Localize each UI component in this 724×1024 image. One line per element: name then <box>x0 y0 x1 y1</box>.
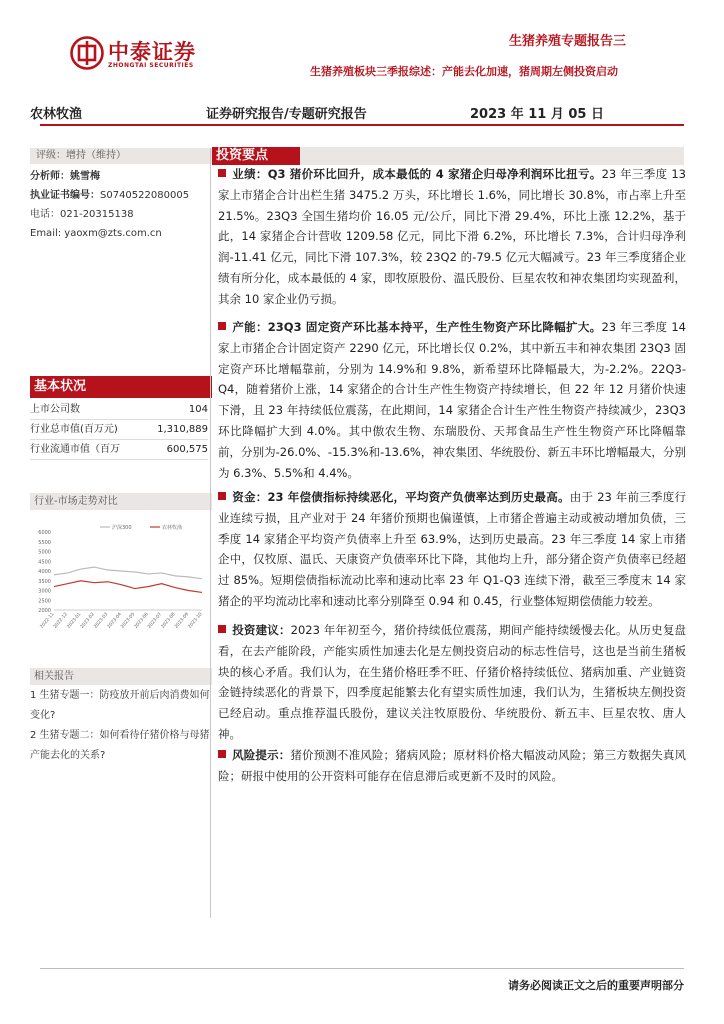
analyst-phone: 电话：021-20315138 <box>30 209 134 220</box>
related-reports-header: 相关报告 <box>30 668 212 685</box>
analyst-info <box>30 167 212 243</box>
y-tick-label: 2500 <box>38 598 51 605</box>
x-tick-label: 2023-04 <box>106 612 123 630</box>
bullet-icon <box>218 750 226 758</box>
report-subtitle: 生猪养殖板块三季报综述：产能去化加速，猪周期左侧投资启动 <box>310 65 618 78</box>
report-date: 2023 年 11 月 05 日 <box>470 107 604 122</box>
x-tick-label: 2023-10 <box>187 612 204 630</box>
x-tick-label: 2023-07 <box>147 612 164 630</box>
bullet-icon <box>218 492 226 500</box>
y-tick-label: 3000 <box>38 588 51 595</box>
bullet-icon <box>218 625 226 633</box>
y-tick-label: 5000 <box>38 549 51 556</box>
footer-disclaimer: 请务必阅读正文之后的重要声明部分 <box>508 979 684 992</box>
x-tick-label: 2023-03 <box>93 612 110 630</box>
series-line-1 <box>54 581 202 593</box>
basic-status-header: 基本状况 <box>30 376 212 398</box>
cert-label: 执业证书编号： <box>30 190 100 201</box>
y-tick-label: 4500 <box>38 559 51 566</box>
paragraph-funding: 资金：23 年偿债指标持续恶化，平均资产负债率达到历史最高。由于 23 年前三季度行业连续亏损，且产业对于 24 年猪价预期也偏谨慎，上市猪企普遍主动或被动增加负债，三季度 14 家猪企平均资产负债率上升至 63.9%，达到历史最高。23 年三季度 14 家上市猪企中，仅牧原、温氏、天康资产负债率环比下降，其他均上升，部分猪企资产负债率已经超过 85%。短期偿债指标流动比率和速动比率 23 年 Q1-Q3 连续下滑，截至三季度末 14 家猪企的平均流动比率和速动比率分别降至 0.94 和 0.45，行业整体短期偿债能力较差。 <box>218 490 686 608</box>
analyst-name: 姚雪梅 <box>70 171 100 182</box>
bullet-icon <box>218 322 226 330</box>
cert-number: S0740522080005 <box>100 190 190 201</box>
x-tick-label: 2022-12 <box>53 612 69 630</box>
paragraph-capacity: 产能：23Q3 固定资产环比基本持平，生产性生物资产环比降幅扩大。23 年三季度 14 家上市猪企合计固定资产 2290 亿元，环比增长仅 0.2%，其中新五丰和神农集团 23Q3 固定资产环比增幅靠前，分别为 14.9%和 9.8%，新希望环比降幅最大，为-2.2%。22Q3-Q4，随着猪价上涨，14 家猪企的合计生产性生物资产持续增长，但 22 年 12 月猪价快速下滑，且 23 年持续低位震荡，在此期间，14 家猪企合计生产性生物资产持续减少，23Q3 环比降幅扩大到 4.0%。其中傲农生物、东瑞股份、天邦食品生产性生物资产环比降幅靠前，分别为-26.0%、-15.3%和-13.6%，神农集团、华统股份、新五丰环比增幅最大，分别为 6.3%、5.5%和 4.4%。 <box>218 320 686 480</box>
paragraph-earnings: 业绩：Q3 猪价环比回升，成本最低的 4 家猪企归母净利润环比扭亏。23 年三季度 13 家上市猪企合计出栏生猪 3475.2 万头，环比增长 1.6%，同比增长 30.8%，市占率上升至 21.5%。23Q3 全国生猪均价 16.05 元/公斤，同比下滑 29.4%，环比上涨 12.2%，基于此，14 家猪企合计营收 1209.58 亿元，同比下滑 6.2%，环比增长 7.3%，合计归母净利润-11.41 亿元，同比下滑 107.3%，较 23Q2 的-79.5 亿元大幅减亏。23 年三季度猪企业绩有所分化，成本最低的 4 家，即牧原股份、温氏股份、巨星农牧和神农集团均实现盈利，其余 10 家企业仍亏损。 <box>218 167 686 306</box>
related-report-item[interactable]: 1 生猪专题一：防疫放开前后肉消费如何变化? <box>30 690 210 721</box>
x-tick-label: 2023-05 <box>120 612 137 630</box>
report-type: 证券研究报告/专题研究报告 <box>206 107 367 122</box>
stat-row: 行业流通市值（百万 600,575 <box>30 440 208 460</box>
footer-divider <box>40 968 684 969</box>
x-tick-label: 2023-09 <box>174 612 191 630</box>
company-logo-english: ZHONGTAI SECURITIES <box>108 62 194 69</box>
investment-highlights-title: 投资要点 <box>212 147 300 165</box>
bullet-icon <box>218 169 226 177</box>
paragraph-risk: 风险提示：猪价预测不准风险；猪病风险；原材料价格大幅波动风险；第三方数据失真风险；研报中使用的公开资料可能存在信息滞后或更新不及时的风险。 <box>218 748 687 783</box>
series-line-0 <box>54 567 202 579</box>
y-tick-label: 4000 <box>38 569 51 575</box>
related-report-item[interactable]: 2 生猪专题二：如何看待仔猪价格与母猪产能去化的关系? <box>30 730 210 761</box>
paragraph-investment-advice: 投资建议：2023 年年初至今，猪价持续低位震荡，期间产能持续缓慢去化。从历史复盘看，在去产能阶段，产能实质性加速去化是左侧投资启动的标志性信号，这也是当前生猪板块的核心矛盾。我们认为，在生猪价格旺季不旺、仔猪价格持续低位、猪病加重、产业链资金链持续恶化的背景下，四季度起能繁去化有望实质性加速，我们认为，生猪板块左侧投资已经启动。重点推荐温氏股份，建议关注牧原股份、华统股份、新五丰、巨星农牧、唐人神。 <box>218 623 687 741</box>
trend-chart-header: 行业-市场走势对比 <box>30 493 212 510</box>
analyst-label: 分析师： <box>30 171 70 182</box>
x-tick-label: 2022-11 <box>39 612 56 630</box>
y-tick-label: 6000 <box>38 530 51 536</box>
rating-box: 评级：增持（维持） <box>30 148 212 164</box>
x-tick-label: 2023-08 <box>160 612 177 630</box>
legend-label: 沪深300 <box>112 525 132 531</box>
analyst-email[interactable]: Email: yaoxm@zts.com.cn <box>30 228 162 239</box>
report-title: 生猪养殖专题报告三 <box>508 34 626 49</box>
y-tick-label: 5500 <box>38 539 51 546</box>
stat-row: 上市公司数 104 <box>30 400 208 420</box>
trend-chart <box>30 522 212 642</box>
legend-label: 农林牧渔 <box>162 525 183 531</box>
stat-row: 行业总市值(百万元) 1,310,889 <box>30 420 208 440</box>
industry-label: 农林牧渔 <box>30 107 83 122</box>
column-divider <box>210 148 211 918</box>
zhongtai-logo-icon <box>70 36 104 70</box>
x-tick-label: 2023-02 <box>79 612 96 630</box>
x-tick-label: 2023-06 <box>133 612 150 630</box>
header-divider <box>40 124 684 126</box>
company-logo-text: 中泰证券 <box>108 40 196 64</box>
x-tick-label: 2023-01 <box>66 612 83 630</box>
y-tick-label: 3500 <box>38 578 51 585</box>
y-tick-label: 2000 <box>38 608 51 614</box>
